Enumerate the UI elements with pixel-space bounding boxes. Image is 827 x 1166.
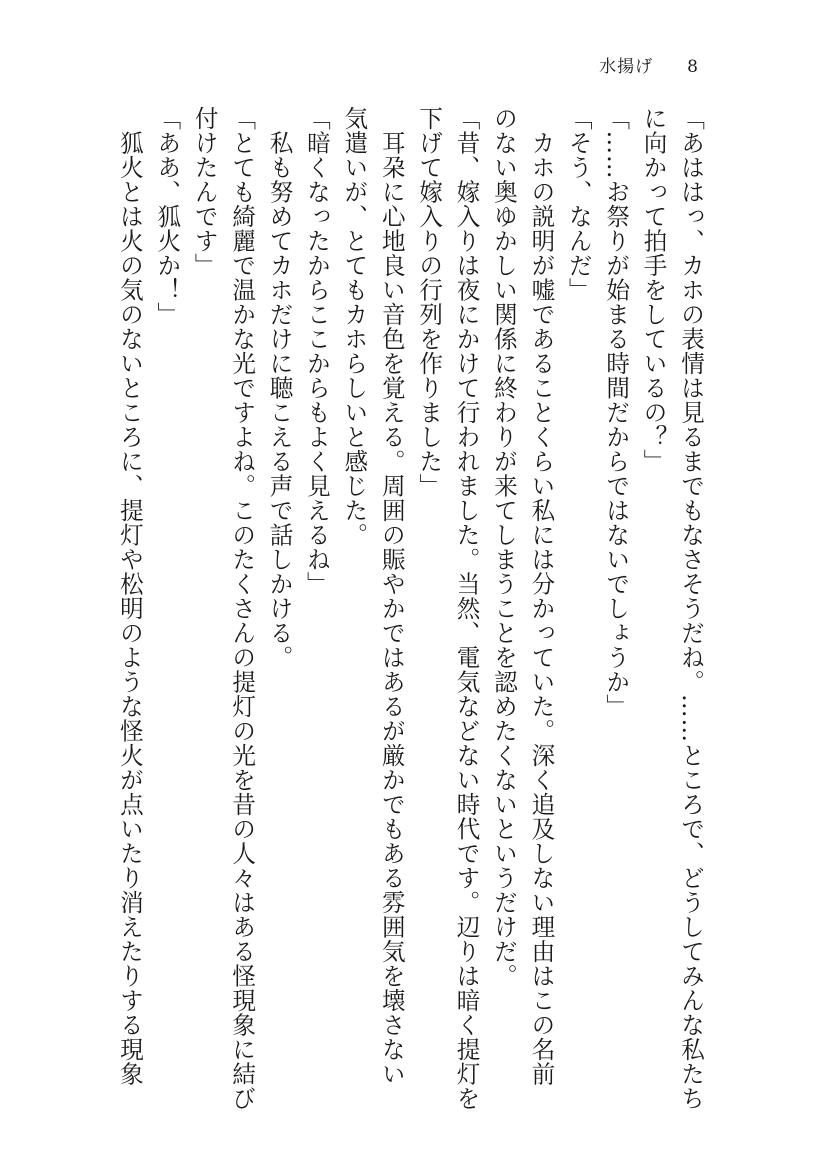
text-line: 「あははっ、カホの表情は見るまでもなさそうだね。……ところで、どうしてみんな私たち — [677, 106, 705, 1111]
text-line: 「そう、なんだ」 — [564, 106, 593, 302]
text-line: 「とても綺麗で温かな光ですよね。このたくさんの提灯の光を昔の人々はある怪現象に結び — [228, 106, 257, 1111]
text-line: カホの説明が嘘であることくらい私には分かっていた。深く追及しない理由はこの名前 — [527, 130, 556, 1086]
text-line: 私も努めてカホだけに聴こえる声で話しかける。 — [265, 130, 294, 670]
text-line: 「ああ、狐火か！」 — [153, 106, 182, 327]
chapter-title: 水揚げ — [599, 57, 654, 77]
text-line: 気遣いが、とてもカホらしいと感じた。 — [340, 106, 369, 547]
text-line: 「暗くなったからここからもよく見えるね」 — [302, 106, 331, 596]
text-line: 「昔、嫁入りは夜にかけて行われました。当然、電気などない時代です。辺りは暗く提灯を — [452, 106, 481, 1111]
running-header — [599, 52, 699, 77]
text-line: 耳朶に心地良い音色を覚える。周囲の賑やかではあるが厳かでもある雰囲気を壊さない — [377, 130, 406, 1086]
text-line: に向かって拍手をしているの？」 — [639, 106, 668, 474]
text-line: 「……お祭りが始まる時間だからではないでしょうか」 — [602, 106, 631, 719]
vertical-body-text — [111, 106, 710, 1111]
text-line: 付けたんです」 — [190, 106, 219, 278]
page-number: 8 — [687, 57, 699, 77]
text-line: 狐火とは火の気のないところに、提灯や松明のような怪火が点いたり消えたりする現象 — [115, 130, 144, 1086]
text-line: 下げて嫁入りの行列を作りました」 — [415, 106, 444, 498]
text-line: のない奥ゆかしい関係に終わりが来てしまうことを認めたくないというだけだ。 — [489, 106, 518, 988]
